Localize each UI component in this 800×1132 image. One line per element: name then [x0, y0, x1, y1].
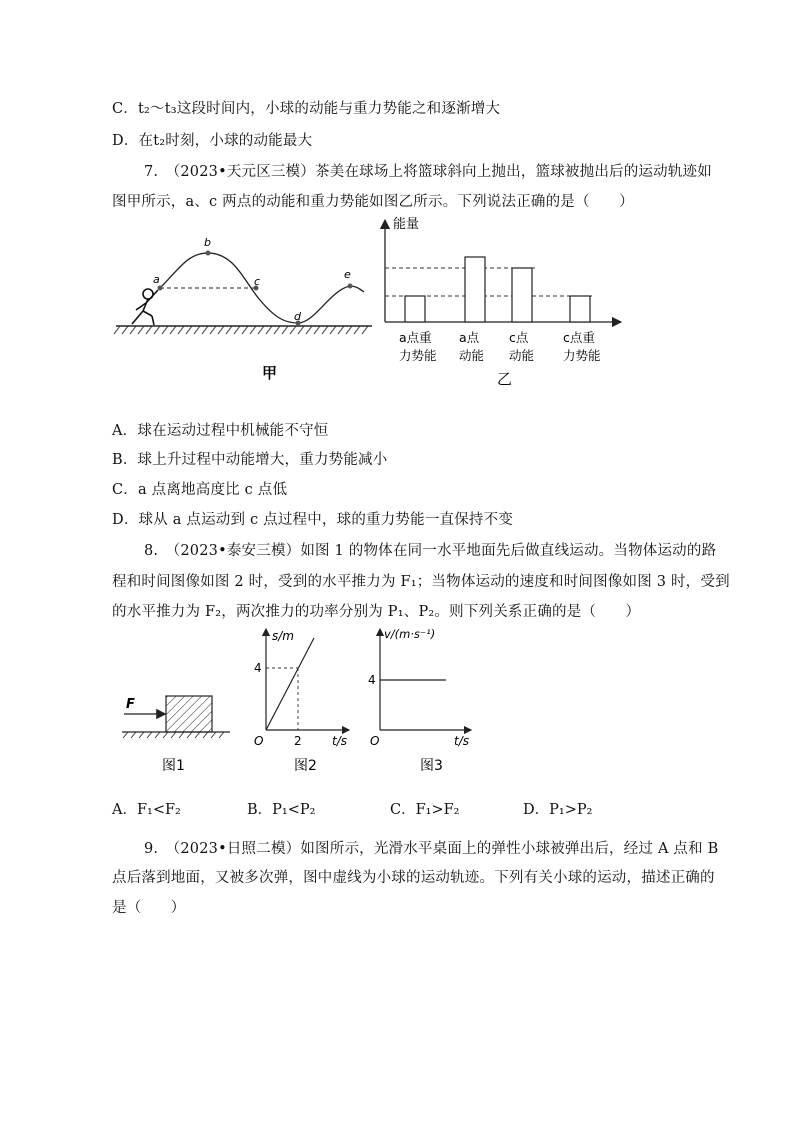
question-8-option-b: B．P₁<P₂ — [247, 802, 316, 818]
t-tick-2: 2 — [294, 734, 302, 748]
bar-label-4b: 力势能 — [563, 348, 601, 363]
label-c: c — [254, 275, 261, 288]
question-8-line-2: 程和时间图像如图 2 时，受到的水平推力为 F₁；当物体运动的速度和时间图像如图 3 时，受到 — [112, 574, 730, 590]
figure-8-v-t-graph — [366, 620, 482, 776]
force-label: F — [126, 697, 135, 712]
caption-fig2: 图2 — [294, 758, 317, 774]
question-9-line-2: 点后落到地面，又被多次弹，图中虚线为小球的运动轨迹。下列有关小球的运动，描述正确的 — [112, 870, 715, 886]
t-axis-label-fig2: t/s — [332, 734, 347, 748]
question-8-line-1: 8. （2023•泰安三模）如图 1 的物体在同一水平地面先后做直线运动。当物体运动的路 — [144, 543, 717, 559]
bar-a-kinetic — [465, 257, 485, 322]
point-b — [206, 251, 211, 256]
question-7-option-b: B．球上升过程中动能增大，重力势能减小 — [112, 452, 388, 468]
bar-label-1a: a点重 — [399, 330, 432, 345]
bar-c-potential — [570, 296, 590, 322]
v-axis-label: v/(m·s⁻¹) — [384, 627, 436, 641]
question-8-option-c: C．F₁>F₂ — [390, 802, 460, 818]
bar-label-4a: c点重 — [563, 330, 595, 345]
t-axis-label-fig3: t/s — [454, 734, 469, 748]
option-d-previous: D．在t₂时刻，小球的动能最大 — [112, 133, 313, 149]
question-9-line-3: 是（ ） — [112, 900, 186, 916]
caption-fig1: 图1 — [162, 758, 185, 774]
origin-o-fig2: O — [254, 734, 264, 748]
label-a: a — [153, 273, 160, 286]
question-7-option-d: D．球从 a 点运动到 c 点过程中，球的重力势能一直保持不变 — [112, 512, 514, 528]
point-a — [158, 286, 163, 291]
player-figure — [132, 289, 158, 325]
caption-fig3: 图3 — [420, 758, 443, 774]
figure-7-trajectory — [110, 228, 380, 388]
option-c-previous: C．t₂～t₃这段时间内，小球的动能与重力势能之和逐渐增大 — [112, 101, 501, 117]
s-axis-label: s/m — [272, 629, 294, 643]
question-8-option-d: D．P₁>P₂ — [523, 802, 593, 818]
figure-7-energy-bars — [375, 210, 625, 390]
label-d: d — [294, 310, 301, 323]
v-tick-4: 4 — [368, 673, 376, 687]
s-tick-4: 4 — [254, 661, 262, 675]
origin-o-fig3: O — [370, 734, 380, 748]
question-8-option-a: A．F₁<F₂ — [112, 802, 181, 818]
figure-8-s-t-graph — [250, 620, 360, 776]
point-e — [348, 284, 353, 289]
bar-a-potential — [405, 296, 425, 322]
question-7-line-2: 图甲所示，a、c 两点的动能和重力势能如图乙所示。下列说法正确的是（ ） — [112, 194, 634, 210]
label-e: e — [344, 268, 351, 281]
bar-c-kinetic — [512, 268, 532, 322]
question-7-option-c: C．a 点离地高度比 c 点低 — [112, 482, 288, 498]
figure-8-block — [118, 686, 238, 776]
s-t-line — [266, 638, 314, 730]
bar-label-2b: 动能 — [459, 348, 485, 363]
caption-yi: 乙 — [497, 370, 513, 388]
caption-jia: 甲 — [262, 364, 278, 382]
block — [166, 696, 212, 732]
question-7-option-a: A．球在运动过程中机械能不守恒 — [112, 423, 329, 439]
question-8-line-3: 的水平推力为 F₂，两次推力的功率分别为 P₁、P₂。则下列关系正确的是（ ） — [112, 604, 641, 620]
question-7-line-1: 7. （2023•天元区三模）茶美在球场上将篮球斜向上抛出，篮球被抛出后的运动轨迹如 — [144, 164, 712, 180]
label-b: b — [204, 236, 211, 249]
bar-label-3a: c点 — [509, 330, 529, 345]
bar-label-2a: a点 — [459, 330, 480, 345]
energy-axis-label: 能量 — [393, 217, 420, 232]
question-9-line-1: 9. （2023•日照二模）如图所示，光滑水平桌面上的弹性小球被弹出后，经过 A 点和 B — [144, 841, 719, 857]
bar-label-3b: 动能 — [509, 348, 535, 363]
bar-label-1b: 力势能 — [399, 348, 437, 363]
